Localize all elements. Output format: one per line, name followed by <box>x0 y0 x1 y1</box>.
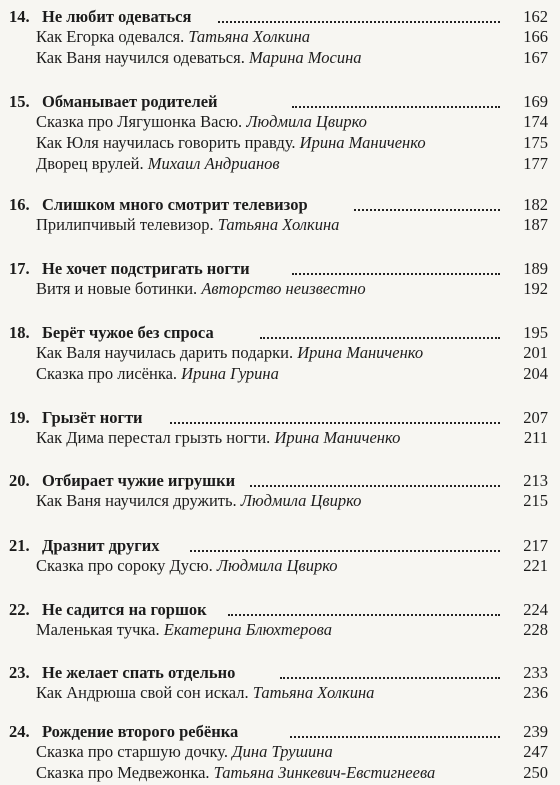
chapter-page: 224 <box>523 600 548 619</box>
dot-leader <box>290 736 500 738</box>
entry-author: Татьяна Холкина <box>217 215 340 234</box>
dot-leader <box>260 337 500 339</box>
chapter-number: 24. <box>9 722 30 741</box>
entry-title: Маленькая тучка. <box>36 620 160 639</box>
toc-entry <box>0 278 560 300</box>
entry-author: Ирина Маниченко <box>274 428 401 447</box>
toc-entry <box>0 153 560 175</box>
toc-entry <box>0 342 560 364</box>
chapter-title: Берёт чужое без спроса <box>42 323 214 342</box>
chapter-heading <box>0 721 560 743</box>
chapter-title: Не садится на горшок <box>42 600 207 619</box>
entry-title: Прилипчивый телевизор. <box>36 215 214 234</box>
chapter-heading <box>0 258 560 280</box>
chapter-number: 15. <box>9 92 30 111</box>
entry-title: Как Ваня научился одеваться. <box>36 48 245 67</box>
chapter-page: 239 <box>523 722 548 741</box>
dot-leader <box>218 21 500 23</box>
dot-leader <box>292 106 500 108</box>
entry-page: 236 <box>523 683 548 702</box>
entry-page: 228 <box>523 620 548 639</box>
entry-title: Как Юля научилась говорить правду. <box>36 133 296 152</box>
entry-page: 221 <box>523 556 548 575</box>
entry-page: 166 <box>523 27 548 46</box>
entry-author: Марина Мосина <box>248 48 362 67</box>
entry-title: Как Егорка одевался. <box>36 27 185 46</box>
toc-entry <box>0 619 560 641</box>
toc-entry <box>0 427 560 449</box>
chapter-number: 16. <box>9 195 30 214</box>
chapter-page: 182 <box>523 195 548 214</box>
toc-entry <box>0 490 560 512</box>
entry-page: 192 <box>523 279 548 298</box>
chapter-page: 189 <box>523 259 548 278</box>
chapter-page: 233 <box>523 663 548 682</box>
toc-entry <box>0 132 560 154</box>
chapter-title: Грызёт ногти <box>42 408 143 427</box>
chapter-heading <box>0 194 560 216</box>
chapter-heading <box>0 470 560 492</box>
entry-author: Татьяна Зинкевич-Евстигнеева <box>213 763 436 782</box>
chapter-heading <box>0 662 560 684</box>
entry-page: 174 <box>523 112 548 131</box>
chapter-title: Отбирает чужие игрушки <box>42 471 236 490</box>
chapter-page: 195 <box>523 323 548 342</box>
entry-author: Людмила Цвирко <box>240 491 362 510</box>
entry-author: Людмила Цвирко <box>246 112 367 131</box>
chapter-number: 14. <box>9 7 30 26</box>
entry-title: Как Дима перестал грызть ногти. <box>36 428 271 447</box>
entry-page: 201 <box>523 343 548 362</box>
dot-leader <box>228 614 500 616</box>
entry-page: 167 <box>523 48 548 67</box>
chapter-heading <box>0 322 560 344</box>
entry-author: Михаил Андрианов <box>147 154 280 173</box>
toc-entry <box>0 762 560 784</box>
entry-page: 215 <box>523 491 548 510</box>
entry-page: 187 <box>523 215 548 234</box>
chapter-heading <box>0 407 560 429</box>
entry-title: Сказка про старшую дочку. <box>36 742 229 761</box>
entry-page: 177 <box>523 154 548 173</box>
entry-title: Сказка про лисёнка. <box>36 364 178 383</box>
entry-author: Ирина Гурина <box>181 364 279 383</box>
entry-title: Дворец врулей. <box>36 154 144 173</box>
chapter-page: 207 <box>523 408 548 427</box>
entry-title: Как Андрюша свой сон искал. <box>36 683 249 702</box>
entry-author: Екатерина Блюхтерова <box>163 620 332 639</box>
chapter-page: 213 <box>523 471 548 490</box>
chapter-number: 22. <box>9 600 30 619</box>
entry-author: Людмила Цвирко <box>216 556 338 575</box>
chapter-number: 21. <box>9 536 30 555</box>
toc-entry <box>0 111 560 133</box>
chapter-title: Дразнит других <box>42 536 160 555</box>
entry-page: 211 <box>523 428 548 447</box>
dot-leader <box>250 485 500 487</box>
entry-page: 204 <box>523 364 548 383</box>
toc-entry <box>0 47 560 69</box>
dot-leader <box>280 677 500 679</box>
chapter-page: 217 <box>523 536 548 555</box>
chapter-heading <box>0 91 560 113</box>
entry-author: Дина Трушина <box>232 742 333 761</box>
toc-entry <box>0 682 560 704</box>
toc-entry <box>0 555 560 577</box>
entry-page: 247 <box>523 742 548 761</box>
chapter-heading <box>0 599 560 621</box>
entry-author: Авторство неизвестно <box>201 279 366 298</box>
entry-author: Татьяна Холкина <box>188 27 311 46</box>
chapter-number: 18. <box>9 323 30 342</box>
dot-leader <box>170 422 500 424</box>
dot-leader <box>354 209 500 211</box>
chapter-number: 17. <box>9 259 30 278</box>
chapter-page: 162 <box>523 7 548 26</box>
chapter-heading <box>0 6 560 28</box>
chapter-title: Не желает спать отдельно <box>42 663 236 682</box>
chapter-title: Не любит одеваться <box>42 7 192 26</box>
chapter-number: 20. <box>9 471 30 490</box>
entry-title: Витя и новые ботинки. <box>36 279 198 298</box>
toc-entry <box>0 26 560 48</box>
chapter-heading <box>0 535 560 557</box>
chapter-page: 169 <box>523 92 548 111</box>
toc-entry <box>0 363 560 385</box>
entry-author: Татьяна Холкина <box>252 683 375 702</box>
chapter-number: 23. <box>9 663 30 682</box>
chapter-number: 19. <box>9 408 30 427</box>
entry-title: Как Валя научилась дарить подарки. <box>36 343 294 362</box>
chapter-title: Слишком много смотрит телевизор <box>42 195 308 214</box>
entry-page: 175 <box>523 133 548 152</box>
entry-page: 250 <box>523 763 548 782</box>
toc-entry <box>0 214 560 236</box>
chapter-title: Рождение второго ребёнка <box>42 722 239 741</box>
dot-leader <box>292 273 500 275</box>
entry-author: Ирина Маниченко <box>299 133 426 152</box>
entry-title: Сказка про Медвежонка. <box>36 763 210 782</box>
entry-title: Сказка про Лягушонка Васю. <box>36 112 243 131</box>
entry-title: Сказка про сороку Дусю. <box>36 556 213 575</box>
entry-author: Ирина Маниченко <box>297 343 424 362</box>
chapter-title: Обманывает родителей <box>42 92 218 111</box>
entry-title: Как Ваня научился дружить. <box>36 491 237 510</box>
dot-leader <box>190 550 500 552</box>
toc-entry <box>0 741 560 763</box>
chapter-title: Не хочет подстригать ногти <box>42 259 250 278</box>
